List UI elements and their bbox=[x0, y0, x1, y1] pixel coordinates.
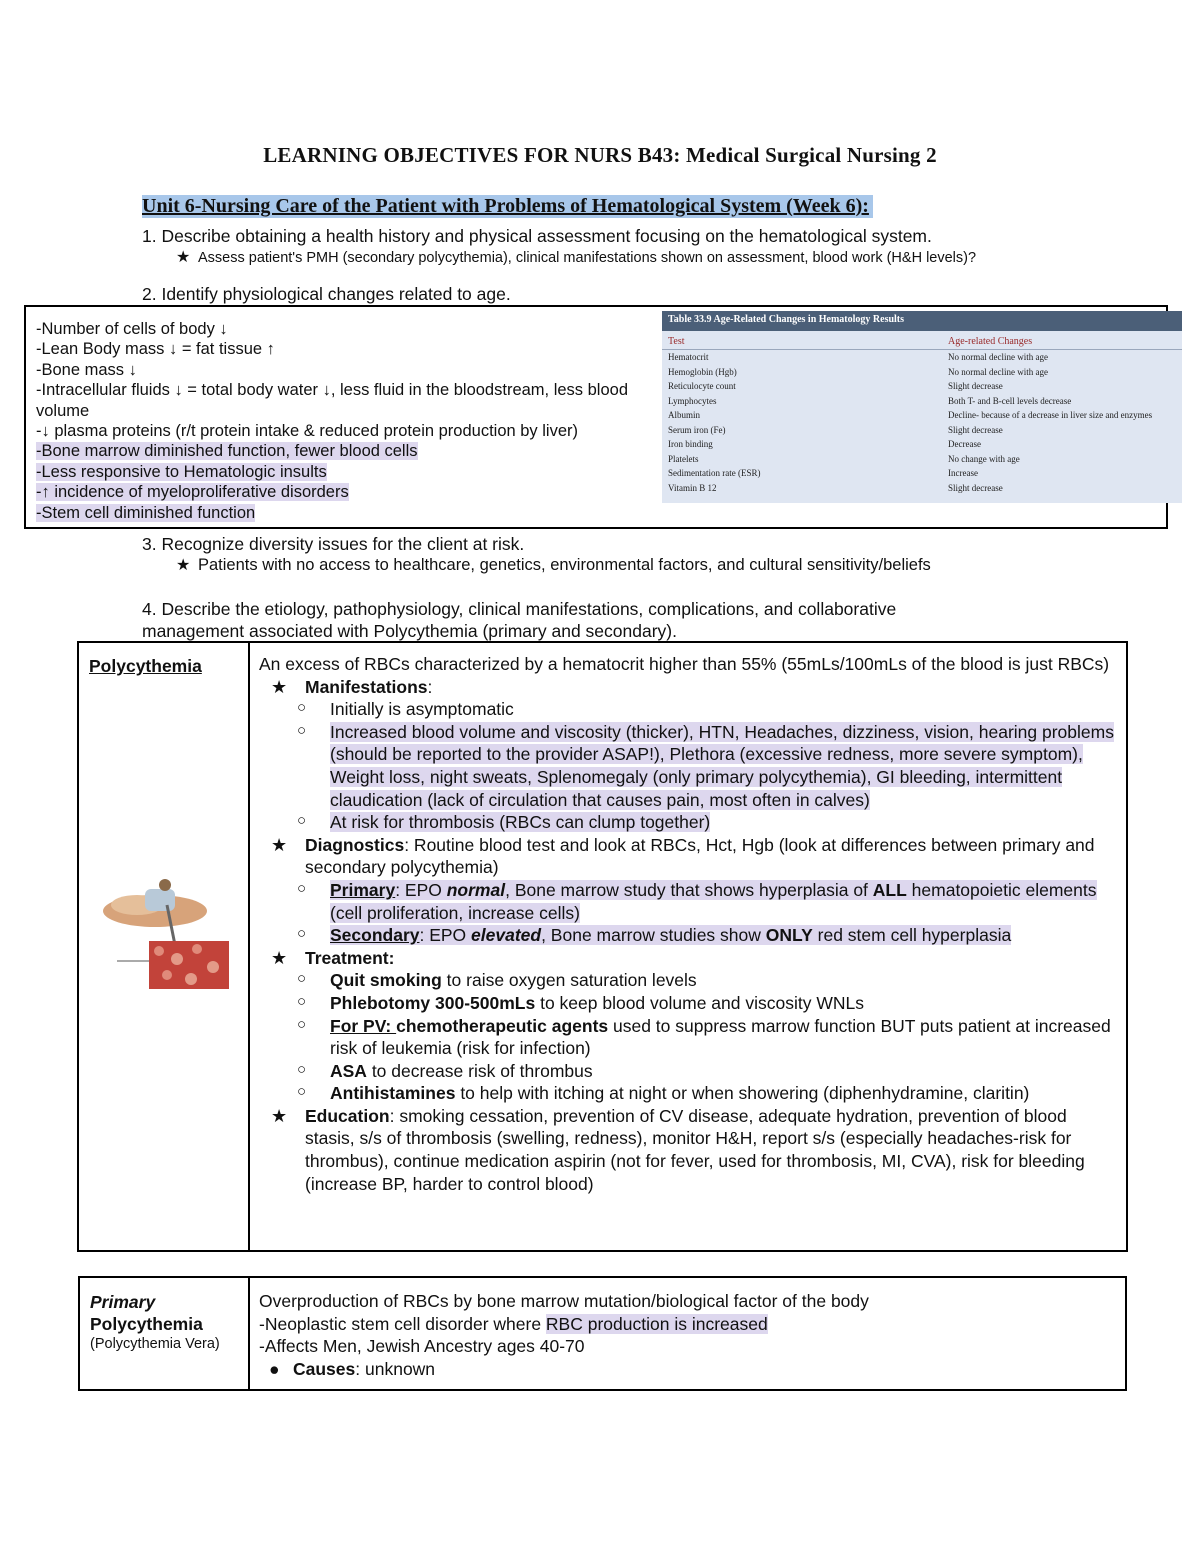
list-item: -Stem cell diminished function bbox=[36, 503, 256, 522]
objective-1-bullet: ★ Assess patient's PMH (secondary polycythemia), clinical manifestations shown on assessment, blood work (H&H levels)? bbox=[176, 249, 977, 266]
list-item: -Intracellular fluids ↓ = total body water ↓, less fluid in the bloodstream, less blood volume bbox=[36, 381, 629, 420]
list-item: ○ Antihistamines to help with itching at night or when showering (diphenhydramine, claritin) bbox=[297, 1083, 1030, 1104]
primary-content bbox=[259, 1290, 1119, 1380]
star-bullet-icon: ★ bbox=[271, 1105, 288, 1126]
polycythemia-table bbox=[77, 641, 1128, 1252]
circle-bullet-icon: ○ bbox=[297, 925, 307, 943]
star-bullet-icon: ★ bbox=[271, 676, 288, 697]
table-header: Test Age-related Changes bbox=[662, 331, 1182, 350]
polycythemia-label: Polycythemia bbox=[89, 656, 202, 676]
circle-bullet-icon: ○ bbox=[297, 1083, 307, 1101]
treatment-item: ★ Treatment: bbox=[271, 947, 395, 968]
objective-4-line-2: management associated with Polycythemia (primary and secondary). bbox=[142, 621, 677, 641]
list-item: ○ Initially is asymptomatic bbox=[297, 699, 514, 720]
star-bullet-icon: ★ bbox=[271, 834, 288, 855]
circle-bullet-icon: ○ bbox=[297, 1015, 307, 1033]
table-caption: Table 33.9 Age-Related Changes in Hematology Results bbox=[662, 311, 1182, 331]
star-bullet-icon: ★ bbox=[176, 249, 191, 266]
table-row: Vitamin B 12 Slight decrease bbox=[668, 482, 1003, 493]
definition: An excess of RBCs characterized by a hematocrit higher than 55% (55mLs/100mLs of the blood is just RBCs) bbox=[259, 654, 1110, 674]
table-row: Albumin Decline- because of a decrease in liver size and enzymes bbox=[668, 410, 1153, 420]
list-item: ○ At risk for thrombosis (RBCs can clump together) bbox=[297, 812, 711, 833]
objective-1: 1. Describe obtaining a health history and physical assessment focusing on the hematological system. bbox=[142, 226, 932, 246]
table-row: Serum iron (Fe) Slight decrease bbox=[668, 424, 1003, 435]
manifestations-item: ★ Manifestations: bbox=[271, 676, 433, 697]
list-item: ○ Secondary: EPO elevated, Bone marrow studies show ONLY red stem cell hyperplasia bbox=[297, 925, 1012, 946]
polycythemia-content bbox=[259, 653, 1121, 1195]
circle-bullet-icon: ○ bbox=[297, 721, 307, 739]
bone-marrow-illustration bbox=[97, 875, 233, 991]
objective-3-bullet: ★ Patients with no access to healthcare, genetics, environmental factors, and cultural sensitivity/beliefs bbox=[176, 556, 931, 574]
primary-polycythemia-table bbox=[78, 1276, 1127, 1391]
circle-bullet-icon: ○ bbox=[297, 879, 307, 897]
circle-bullet-icon: ○ bbox=[297, 992, 307, 1010]
table-row: Iron binding Decrease bbox=[668, 439, 981, 449]
primary-line-2: -Neoplastic stem cell disorder where RBC production is increased bbox=[259, 1313, 768, 1334]
list-item: ○ For PV: chemotherapeutic agents used to suppress marrow function BUT puts patient at increased risk of leukemia (risk for infection) bbox=[297, 1015, 1111, 1059]
circle-bullet-icon: ○ bbox=[297, 699, 307, 717]
objective-3: 3. Recognize diversity issues for the client at risk. bbox=[142, 534, 525, 554]
circle-bullet-icon: ○ bbox=[297, 1060, 307, 1078]
table-row: Hematocrit No normal decline with age bbox=[668, 352, 1048, 362]
star-bullet-icon: ★ bbox=[176, 557, 191, 574]
objective-4-line-1: 4. Describe the etiology, pathophysiology, clinical manifestations, complications, and collaborative bbox=[142, 599, 897, 619]
page-title: LEARNING OBJECTIVES FOR NURS B43: Medical Surgical Nursing 2 bbox=[263, 143, 937, 167]
dot-bullet-icon: ● bbox=[269, 1358, 280, 1379]
list-item: ○ Quit smoking to raise oxygen saturation levels bbox=[297, 970, 697, 991]
objective-2: 2. Identify physiological changes related to age. bbox=[142, 284, 511, 304]
list-item: -Bone mass ↓ bbox=[36, 360, 137, 379]
table-row: Lymphocytes Both T- and B-cell levels decrease bbox=[668, 395, 1072, 406]
table-row: Hemoglobin (Hgb) No normal decline with age bbox=[668, 366, 1048, 377]
primary-line-3: -Affects Men, Jewish Ancestry ages 40-70 bbox=[259, 1336, 585, 1357]
age-changes-list bbox=[36, 319, 636, 523]
list-item: ○ ASA to decrease risk of thrombus bbox=[297, 1060, 593, 1081]
table-row: Reticulocyte count Slight decrease bbox=[668, 381, 1003, 391]
list-item: -Lean Body mass ↓ = fat tissue ↑ bbox=[36, 340, 275, 359]
primary-line-1: Overproduction of RBCs by bone marrow mutation/biological factor of the body bbox=[259, 1291, 869, 1311]
primary-label: Primary Polycythemia (Polycythemia Vera) bbox=[90, 1292, 220, 1352]
list-item: -Bone marrow diminished function, fewer blood cells bbox=[36, 442, 418, 461]
list-item: -↓ plasma proteins (r/t protein intake & reduced protein production by liver) bbox=[36, 422, 579, 441]
list-item: -↑ incidence of myeloproliferative disorders bbox=[36, 483, 349, 502]
age-related-changes-table-image bbox=[662, 311, 1182, 503]
table-row: Sedimentation rate (ESR) Increase bbox=[668, 468, 978, 478]
causes-item: ● Causes: unknown bbox=[269, 1358, 436, 1379]
list-item: ○ Increased blood volume and viscosity (thicker), HTN, Headaches, dizziness, vision, hearing problems (should be reported to the provider ASAP!), Plethora (excessive redness, more severe symptom), Weight loss, night sweats, Splenomegaly (only primary polycythemia), GI bleeding, intermittent claudication (lack of circulation that causes pain, most often in calves) bbox=[297, 721, 1114, 810]
table-row: Platelets No change with age bbox=[668, 453, 1020, 464]
list-item: ○ Phlebotomy 300-500mLs to keep blood volume and viscosity WNLs bbox=[297, 992, 864, 1013]
unit-heading: Unit 6-Nursing Care of the Patient with Problems of Hematological System (Week 6): bbox=[142, 195, 873, 218]
list-item: ○ Primary: EPO normal, Bone marrow study that shows hyperplasia of ALL hematopoietic elements (cell proliferation, increase cells) bbox=[297, 879, 1097, 923]
circle-bullet-icon: ○ bbox=[297, 970, 307, 988]
primary-label-cell bbox=[80, 1278, 250, 1389]
list-item: -Number of cells of body ↓ bbox=[36, 320, 228, 338]
star-bullet-icon: ★ bbox=[271, 947, 288, 968]
circle-bullet-icon: ○ bbox=[297, 812, 307, 830]
age-changes-box bbox=[24, 305, 1168, 529]
education-item: ★ Education: smoking cessation, prevention of CV disease, adequate hydration, prevention of blood stasis, s/s of thrombosis (swelling, redness), monitor H&H, report s/s (especially headaches-risk for thrombus), continue medication aspirin (not for fever, used for thrombosis, MI, CVA), risk for bleeding (increase BP, harder to control blood) bbox=[271, 1105, 1085, 1194]
diagnostics-item: ★ Diagnostics: Routine blood test and look at RBCs, Hct, Hgb (look at differences between primary and secondary polycythemia) bbox=[271, 834, 1095, 878]
list-item: -Less responsive to Hematologic insults bbox=[36, 462, 327, 481]
polycythemia-label-cell bbox=[79, 643, 250, 1250]
